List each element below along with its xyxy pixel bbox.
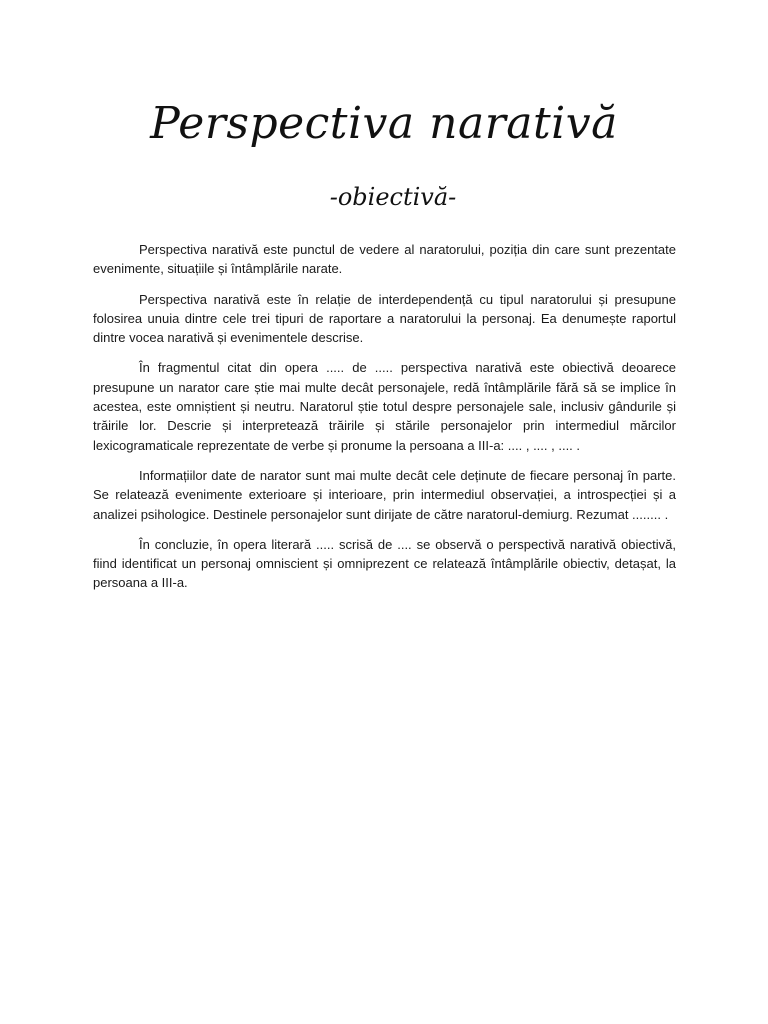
paragraph: Perspectiva narativă este punctul de vedere al naratorului, poziția din care sunt prezentate evenimente, situațiile și întâmplările narate. xyxy=(93,242,676,277)
paragraph: Perspectiva narativă este în relație de interdependență cu tipul naratorului și presupune folosirea unuia dintre cele trei tipuri de raportare a naratorului la personaj. Ea denumește raportul dintre vocea narativă și evenimentele descrise. xyxy=(93,291,676,346)
paragraph: În concluzie, în opera literară ..... scrisă de .... se observă o perspectivă narativă obiectivă, fiind identificat un personaj omniscient și omniprezent ce relatează întâmplările obiectiv, detașat, la persoana a III-a. xyxy=(93,536,676,591)
paragraph: Informațiilor date de narator sunt mai multe decât cele deținute de fiecare personaj în parte. Se relatează evenimente exterioare și interioare, prin intermediul observației, a introspecției și a analizei psihologice. Destinele personajelor sunt dirijate de către naratorul-demiurg. Rezumat ........ . xyxy=(93,467,676,522)
paragraph: În fragmentul citat din opera ..... de ..... perspectiva narativă este obiectivă deoarece presupune un narator care știe mai multe decât personajele, redă întâmplările fără să se implice în acestea, este omniștient și neutru. Naratorul știe totul despre personajele sale, inclusiv gândurile și trăirile lor. Descrie și interpretează trăirile și stările personajelor prin intermediul mărcilor lexicogramaticale reprezentate de verbe și pronume la persoana a III-a: .... , .... , .... . xyxy=(93,360,676,453)
document-body xyxy=(93,240,676,604)
document-subtitle: -obiectivă- xyxy=(329,183,457,211)
document-title: Perspectiva narativă xyxy=(150,98,618,149)
